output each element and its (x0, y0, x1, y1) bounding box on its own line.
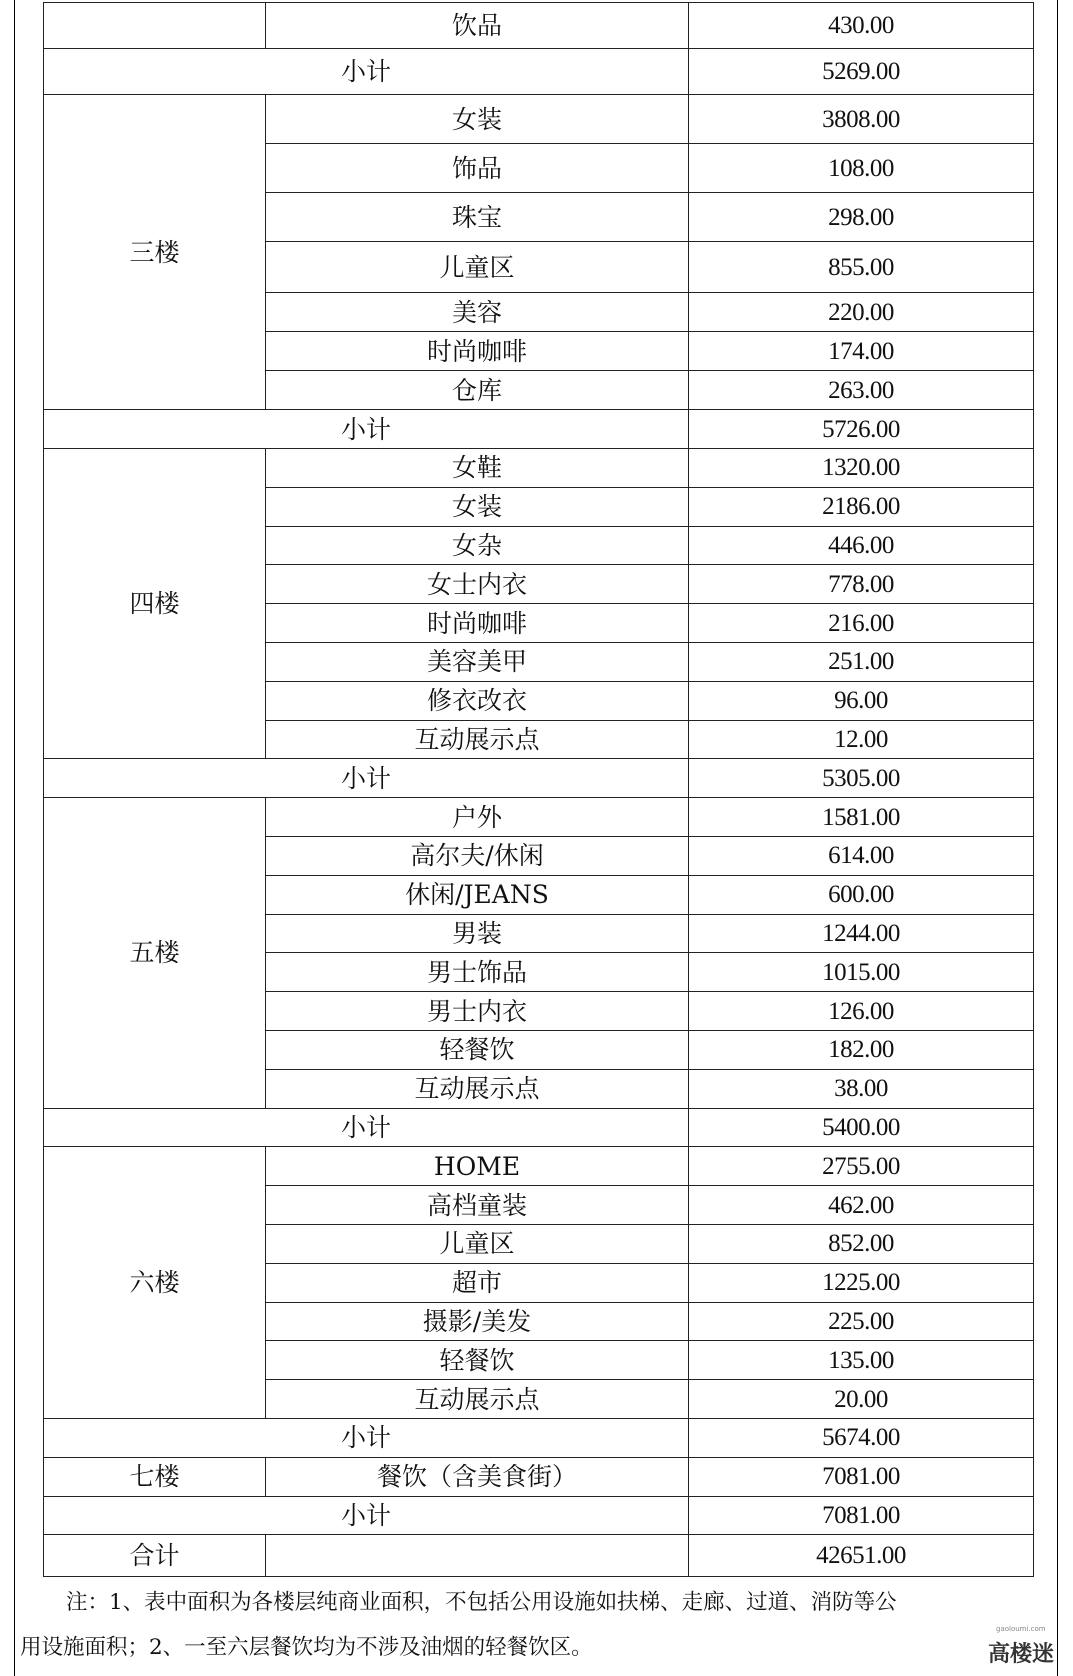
page-left-border (14, 0, 15, 1676)
floor-label-6f: 六楼 (44, 1147, 266, 1419)
category-cell: 高档童装 (266, 1186, 689, 1225)
category-cell: 互动展示点 (266, 1380, 689, 1419)
category-cell: 时尚咖啡 (266, 604, 689, 643)
area-cell: 2755.00 (689, 1147, 1034, 1186)
total-row (44, 1535, 1034, 1577)
subtotal-area: 5400.00 (689, 1108, 1034, 1147)
table-row (44, 95, 1034, 144)
subtotal-row (44, 49, 1034, 95)
total-label: 合计 (44, 1535, 266, 1577)
total-area: 42651.00 (689, 1535, 1034, 1577)
category-cell: 男装 (266, 914, 689, 953)
category-cell: 餐饮（含美食街） (266, 1457, 689, 1496)
area-cell: 1581.00 (689, 798, 1034, 837)
area-cell: 778.00 (689, 565, 1034, 604)
subtotal-row (44, 759, 1034, 798)
category-cell: 女装 (266, 487, 689, 526)
area-cell: 1015.00 (689, 953, 1034, 992)
area-cell: 7081.00 (689, 1457, 1034, 1496)
total-category-empty (266, 1535, 689, 1577)
category-cell: 仓库 (266, 371, 689, 410)
subtotal-area: 5305.00 (689, 759, 1034, 798)
category-cell: 男士内衣 (266, 992, 689, 1031)
area-cell: 600.00 (689, 875, 1034, 914)
category-cell: 美容美甲 (266, 642, 689, 681)
category-cell: HOME (266, 1147, 689, 1186)
area-cell: 220.00 (689, 293, 1034, 332)
table-row (44, 3, 1034, 49)
category-cell: 女士内衣 (266, 565, 689, 604)
floor-label-3f: 三楼 (44, 95, 266, 410)
area-cell: 251.00 (689, 642, 1034, 681)
footnote-line-2: 用设施面积；2、一至六层餐饮均为不涉及油烟的轻餐饮区。 (20, 1635, 593, 1660)
subtotal-label: 小计 (44, 49, 689, 95)
category-cell: 珠宝 (266, 193, 689, 242)
table-row (44, 798, 1034, 837)
subtotal-label: 小计 (44, 1108, 689, 1147)
subtotal-label: 小计 (44, 1496, 689, 1535)
subtotal-label: 小计 (44, 1418, 689, 1457)
category-cell: 女装 (266, 95, 689, 144)
subtotal-label: 小计 (44, 410, 689, 449)
area-cell: 263.00 (689, 371, 1034, 410)
area-cell: 225.00 (689, 1302, 1034, 1341)
area-cell: 182.00 (689, 1030, 1034, 1069)
area-cell: 462.00 (689, 1186, 1034, 1225)
area-cell: 12.00 (689, 720, 1034, 759)
subtotal-area: 5726.00 (689, 410, 1034, 449)
area-cell: 852.00 (689, 1224, 1034, 1263)
area-cell: 446.00 (689, 526, 1034, 565)
category-cell: 户外 (266, 798, 689, 837)
footnote-line-1: 注：1、表中面积为各楼层纯商业面积，不包括公用设施如扶梯、走廊、过道、消防等公 (66, 1590, 897, 1615)
category-cell: 轻餐饮 (266, 1341, 689, 1380)
table-row (44, 1147, 1034, 1186)
area-cell: 1225.00 (689, 1263, 1034, 1302)
watermark-text: 高楼迷 (988, 1642, 1055, 1667)
subtotal-area: 7081.00 (689, 1496, 1034, 1535)
gaoloumi-watermark-logo (988, 1625, 1055, 1668)
category-cell: 美容 (266, 293, 689, 332)
subtotal-row (44, 1418, 1034, 1457)
floor-label-7f: 七楼 (44, 1457, 266, 1496)
category-cell: 超市 (266, 1263, 689, 1302)
page-right-border (1057, 0, 1058, 1676)
table-row (44, 1457, 1034, 1496)
category-cell: 时尚咖啡 (266, 332, 689, 371)
area-cell: 1244.00 (689, 914, 1034, 953)
subtotal-row (44, 410, 1034, 449)
subtotal-row (44, 1496, 1034, 1535)
area-cell: 2186.00 (689, 487, 1034, 526)
area-cell: 614.00 (689, 836, 1034, 875)
watermark-url: gaoloumi.com (996, 1625, 1046, 1633)
category-cell: 互动展示点 (266, 1069, 689, 1108)
category-cell: 男士饰品 (266, 953, 689, 992)
floor-area-table (43, 2, 1034, 1577)
area-cell: 174.00 (689, 332, 1034, 371)
subtotal-row (44, 1108, 1034, 1147)
category-cell: 女鞋 (266, 449, 689, 488)
floor-label-5f: 五楼 (44, 798, 266, 1108)
category-cell: 女杂 (266, 526, 689, 565)
area-cell: 20.00 (689, 1380, 1034, 1419)
category-cell: 互动展示点 (266, 720, 689, 759)
category-cell: 轻餐饮 (266, 1030, 689, 1069)
area-cell: 855.00 (689, 242, 1034, 293)
category-cell: 休闲/JEANS (266, 875, 689, 914)
subtotal-area: 5674.00 (689, 1418, 1034, 1457)
area-cell: 1320.00 (689, 449, 1034, 488)
area-cell: 38.00 (689, 1069, 1034, 1108)
floor-cell-continued (44, 3, 266, 49)
area-cell: 135.00 (689, 1341, 1034, 1380)
category-cell: 儿童区 (266, 242, 689, 293)
area-cell: 298.00 (689, 193, 1034, 242)
category-cell: 摄影/美发 (266, 1302, 689, 1341)
category-cell: 高尔夫/休闲 (266, 836, 689, 875)
area-cell: 216.00 (689, 604, 1034, 643)
table-row (44, 449, 1034, 488)
category-cell: 修衣改衣 (266, 681, 689, 720)
subtotal-area: 5269.00 (689, 49, 1034, 95)
category-cell: 饰品 (266, 144, 689, 193)
floor-label-4f: 四楼 (44, 449, 266, 759)
subtotal-label: 小计 (44, 759, 689, 798)
area-cell: 108.00 (689, 144, 1034, 193)
area-cell: 3808.00 (689, 95, 1034, 144)
area-cell: 96.00 (689, 681, 1034, 720)
category-cell: 饮品 (266, 3, 689, 49)
area-cell: 430.00 (689, 3, 1034, 49)
area-cell: 126.00 (689, 992, 1034, 1031)
category-cell: 儿童区 (266, 1224, 689, 1263)
